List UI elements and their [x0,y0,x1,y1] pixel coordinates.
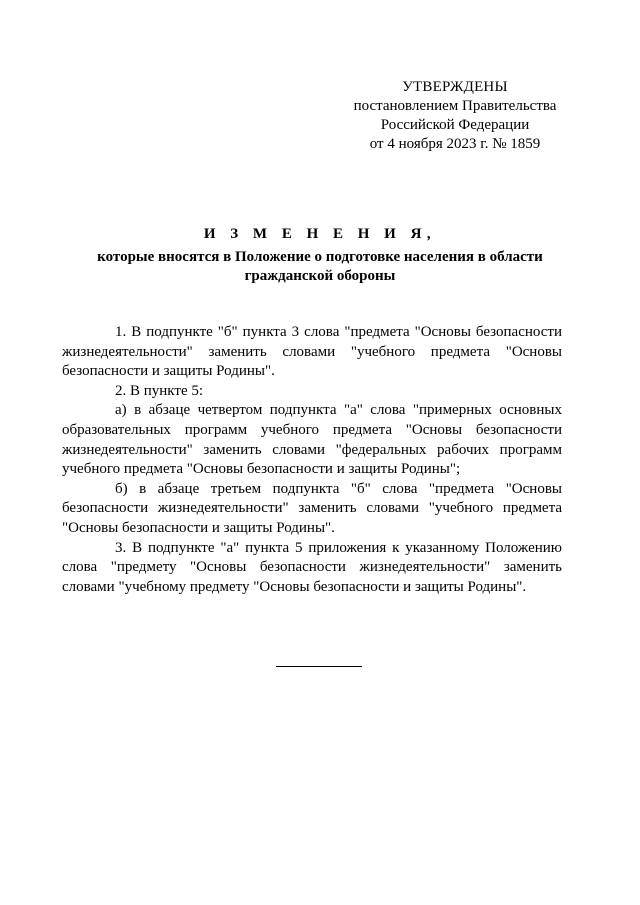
approval-line-3: от 4 ноября 2023 г. № 1859 [369,136,541,152]
document-title: И З М Е Н Е Н И Я, [203,226,437,242]
end-divider [276,666,362,667]
paragraph-2b: б) в абзаце третьем подпункта "б" слова "предмета "Основы безопасности жизнедеятельности" заменить словами "учебного предмета "Основы безопасности и защиты Родины". [62,480,562,536]
approval-block [330,78,580,154]
approval-line-1: постановлением Правительства [353,98,557,114]
paragraph-3: 3. В подпункте "а" пункта 5 приложения к указанному Положению слова "предмету "Основы безопасности жизнедеятельности" заменить словами "учебному предмету "Основы безопасности и защиты Родины". [62,539,562,595]
approval-heading: УТВЕРЖДЕНЫ [402,79,508,95]
paragraph-2a: а) в абзаце четвертом подпункта "а" слова "примерных основных образовательных программ учебного предмета "Основы безопасности жизнедеятельности" заменить словами "федеральных рабочих программ учебного предмета "Основы безопасности и защиты Родины"; [62,402,562,478]
approval-line-2: Российской Федерации [380,117,530,133]
document-subtitle: которые вносятся в Положение о подготовке населения в области гражданской обороны [97,249,543,284]
paragraph-1: 1. В подпункте "б" пункта 3 слова "предмета "Основы безопасности жизнедеятельности" заменить словами "учебного предмета "Основы безопасности и защиты Родины". [62,324,562,380]
document-body [62,323,562,597]
paragraph-2: 2. В пункте 5: [115,382,204,399]
